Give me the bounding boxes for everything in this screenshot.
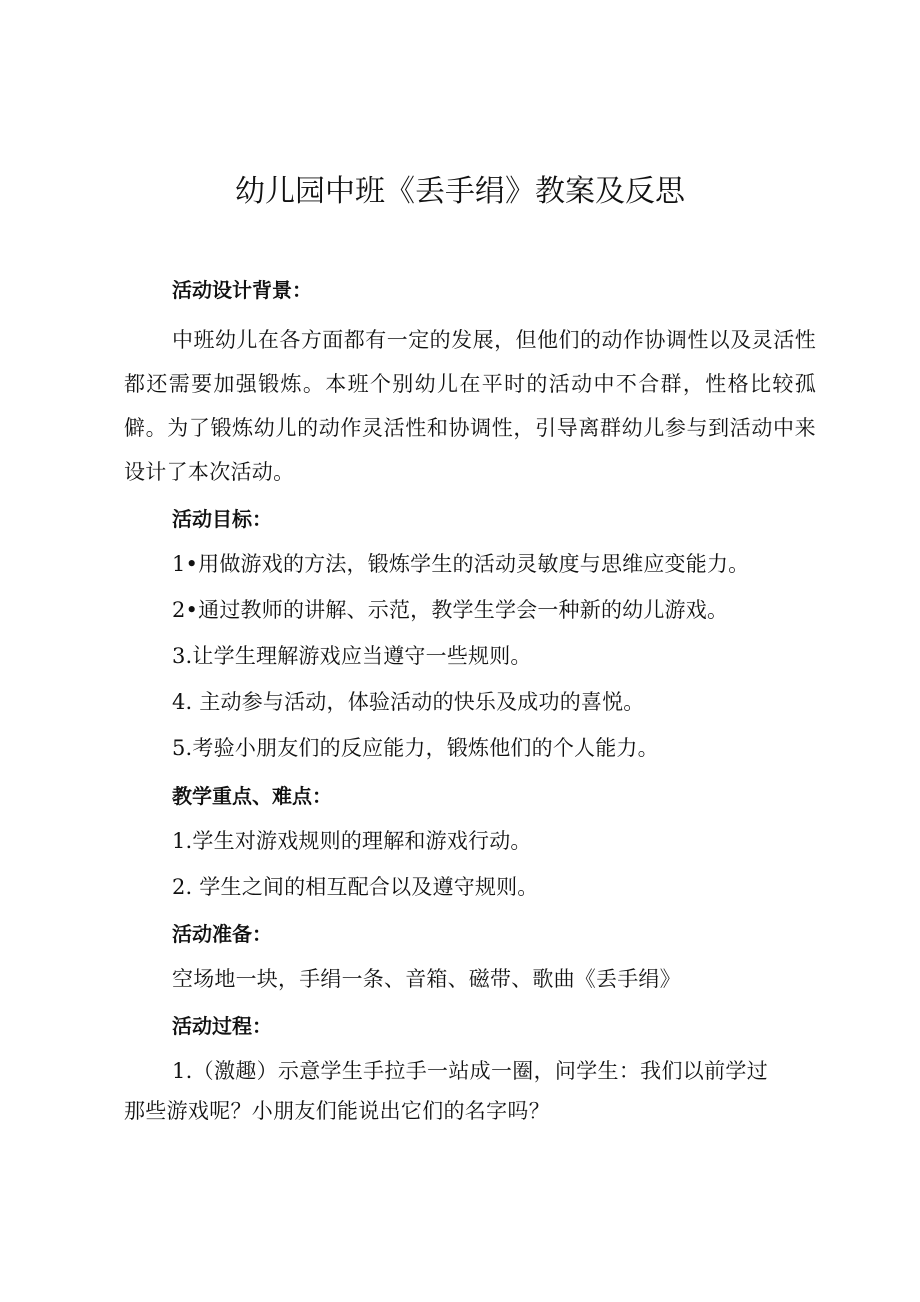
process-paragraph: 1.（激趣）示意学生手拉手一站成一圈，问学生：我们以前学过那些游戏呢？小朋友们能说出它们的名字吗？ [124, 1059, 768, 1123]
goal-item-3: 3.让学生理解游戏应当遵守一些规则。 [172, 644, 532, 668]
section-goals [124, 499, 816, 768]
section-heading-key-points: 教学重点、难点： [172, 784, 332, 808]
goal-item-4: 4. 主动参与活动，体验活动的快乐及成功的喜悦。 [172, 690, 645, 714]
section-heading-goals: 活动目标： [172, 507, 272, 531]
background-paragraph: 中班幼儿在各方面都有一定的发展，但他们的动作协调性以及灵活性都还需要加强锻炼。本班个别幼儿在平时的活动中不合群，性格比较孤僻。为了锻炼幼儿的动作灵活性和协调性，引导离群幼儿参与到活动中来设计了本次活动。 [124, 328, 816, 484]
goal-item-5: 5.考验小朋友们的反应能力，锻炼他们的个人能力。 [172, 736, 659, 760]
key-point-item-2: 2. 学生之间的相互配合以及遵守规则。 [172, 875, 539, 899]
preparation-text: 空场地一块，手绢一条、音箱、磁带、歌曲《丢手绢》 [172, 967, 681, 991]
section-key-points [124, 776, 816, 907]
section-heading-background: 活动设计背景： [172, 278, 312, 302]
section-heading-process: 活动过程： [172, 1014, 272, 1038]
goal-item-2: 2•通过教师的讲解、示范，教学生学会一种新的幼儿游戏。 [172, 598, 729, 622]
section-heading-preparation: 活动准备： [172, 922, 272, 946]
section-preparation [124, 914, 816, 999]
goal-item-1: 1•用做游戏的方法，锻炼学生的活动灵敏度与思维应变能力。 [172, 552, 750, 576]
section-process [124, 1006, 816, 1131]
section-background [124, 270, 816, 494]
document-title: 幼儿园中班《丢手绢》教案及反思 [235, 174, 685, 209]
key-point-item-1: 1.学生对游戏规则的理解和游戏行动。 [172, 829, 532, 853]
